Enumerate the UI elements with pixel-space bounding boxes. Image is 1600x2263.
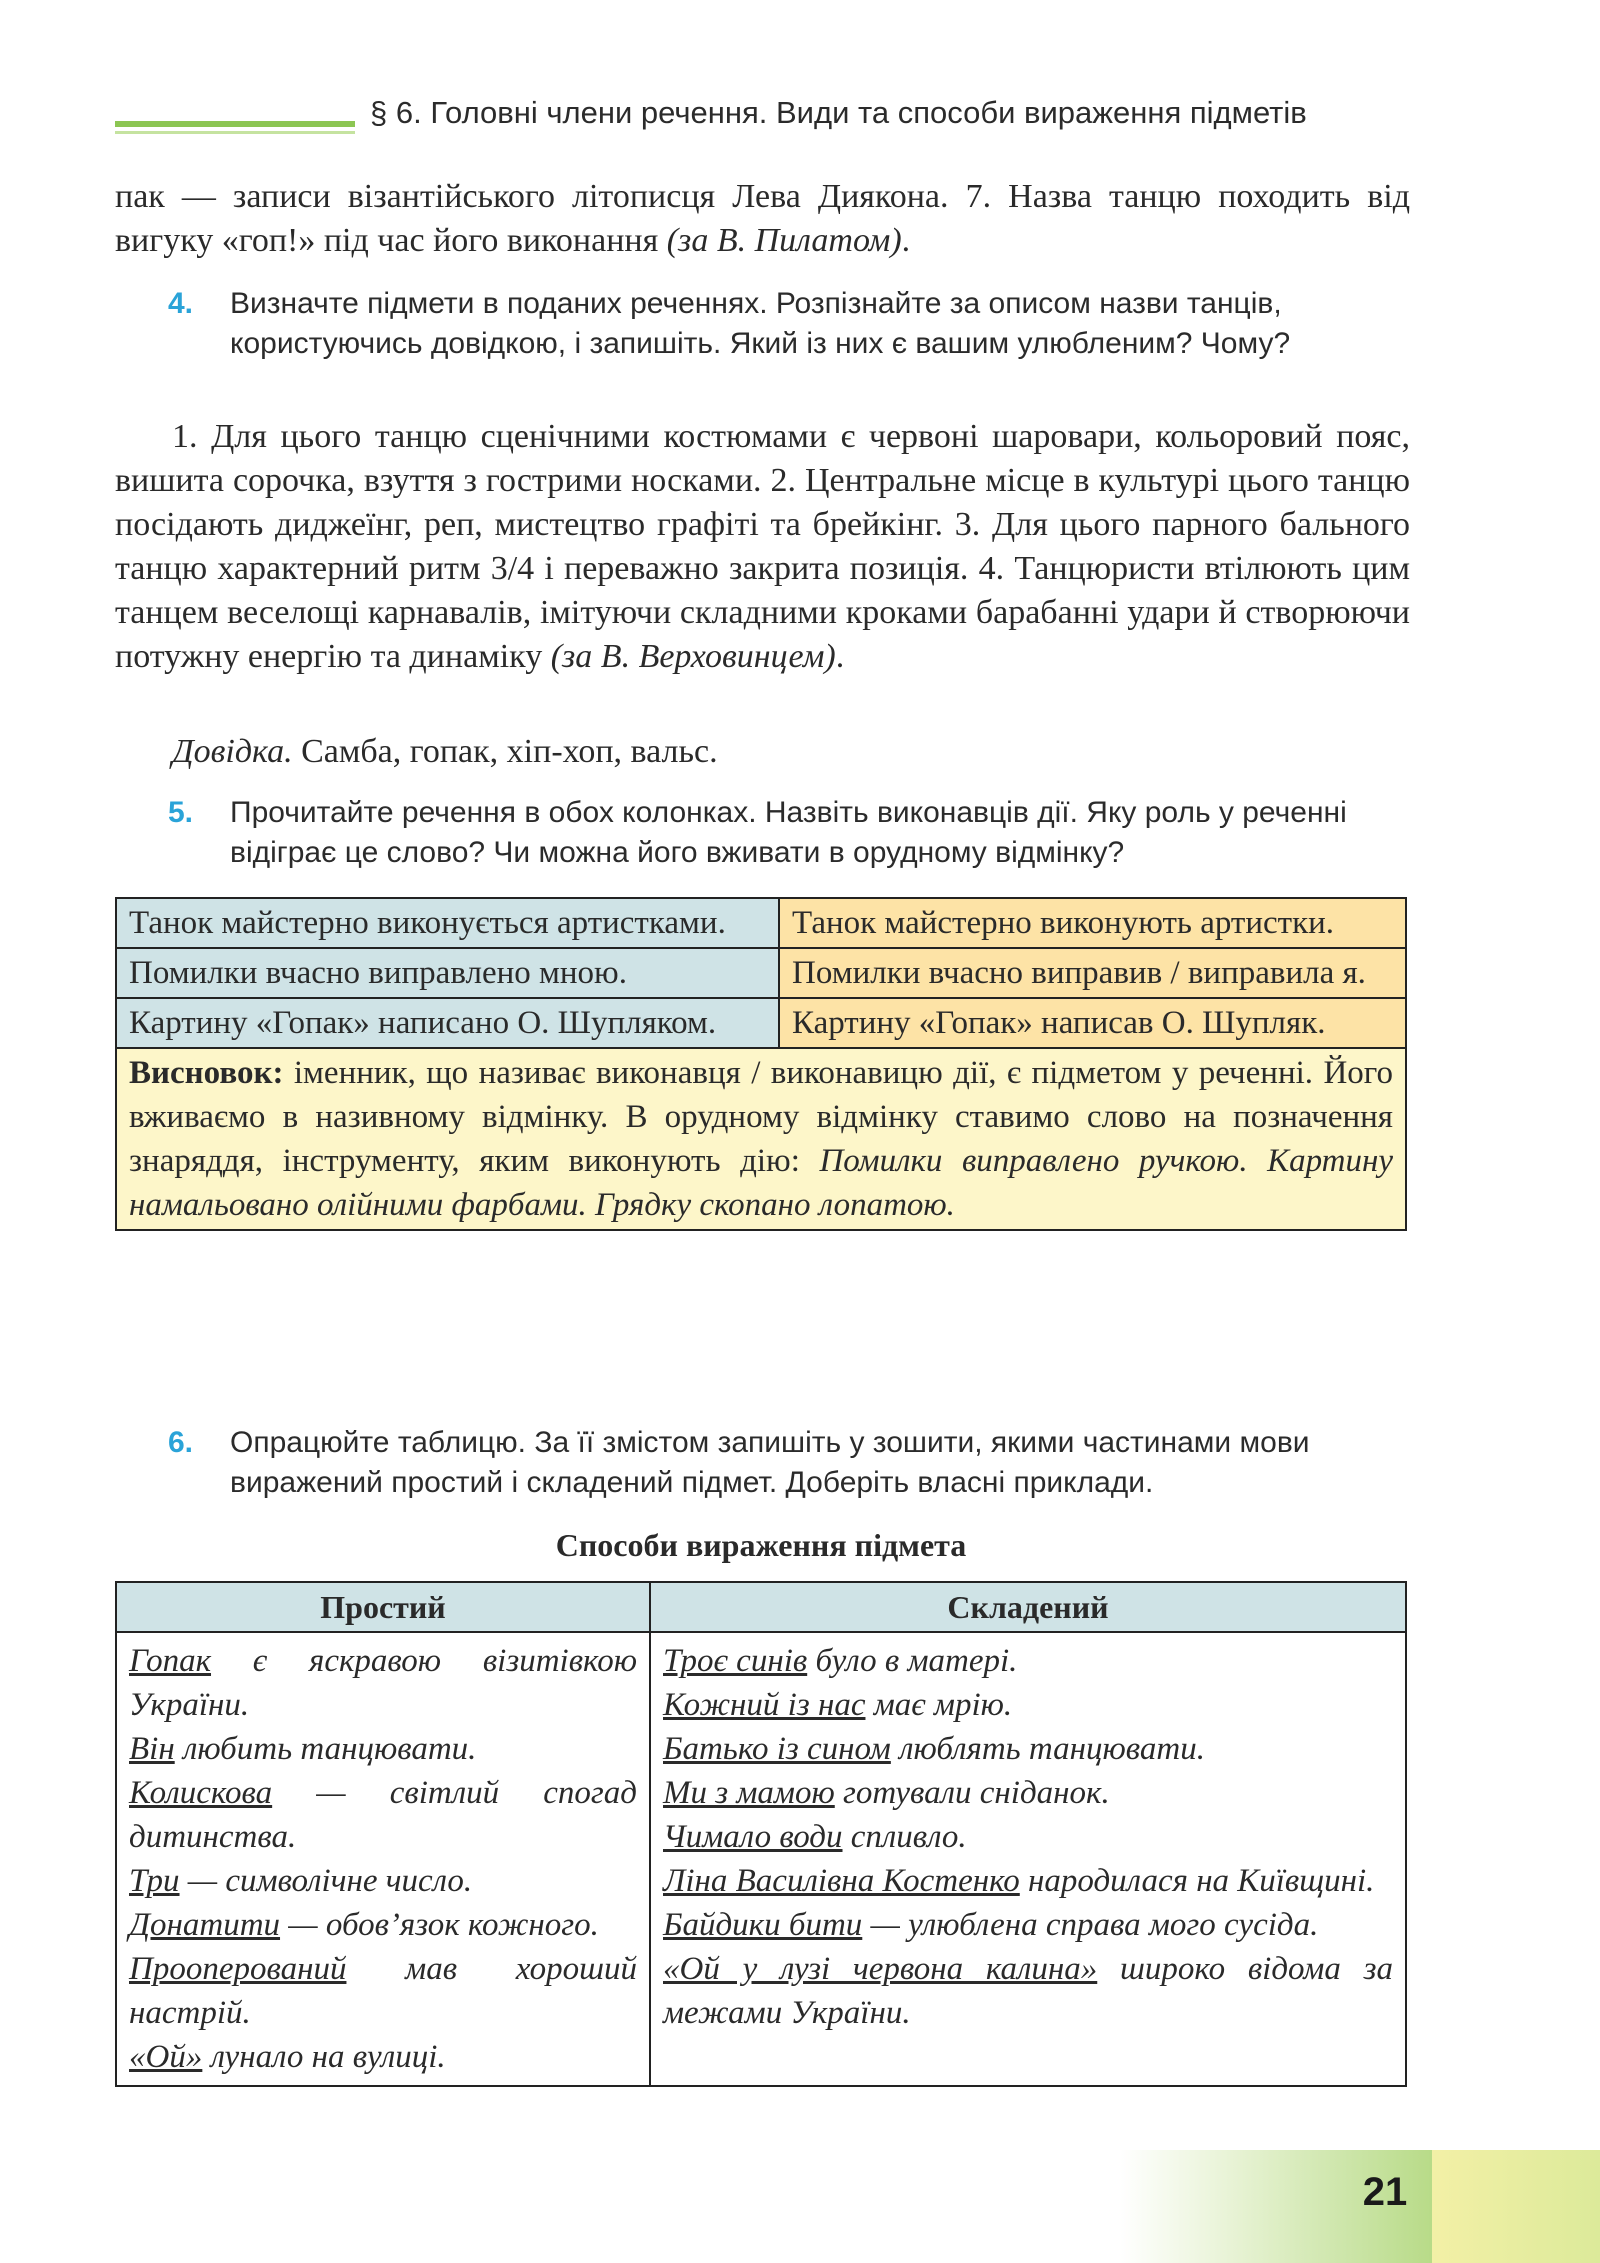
table-header-row — [116, 1582, 1406, 1632]
example-line — [129, 1903, 637, 1947]
passage-text: 1. Для цього танцю сценічними костюмами є червоні шаровари, кольоровий пояс, вишита сорочка, взуття з гострими носками. 2. Центральне місце в культурі цього танцю посідають диджеїнг, реп, мистецтво графіті та брейкінг. 3. Для цього парного бального танцю характерний ритм 3/4 і переважно закрита позиція. 4. Танцюристи втілюють цим танцем веселощі карнавалів, імітуючи складними кроками барабанні удари й створюючи потужну енергію та динаміку — [115, 418, 1410, 675]
subject-text: Троє синів — [663, 1643, 808, 1679]
subject-text: Колискова — [129, 1775, 273, 1811]
example-line — [129, 1727, 637, 1771]
example-rest: — символічне число. — [179, 1863, 473, 1899]
comparison-table — [115, 897, 1407, 1231]
conclusion-label: Висновок: — [129, 1055, 284, 1091]
table-row — [116, 998, 1406, 1048]
example-rest: народилася на Київщині. — [1019, 1863, 1375, 1899]
example-line — [663, 1727, 1393, 1771]
column-header-simple: Простий — [116, 1582, 650, 1632]
task-5-number: 5. — [168, 796, 194, 829]
example-rest: любить танцювати. — [174, 1731, 477, 1767]
example-line — [663, 1815, 1393, 1859]
intro-source: (за В. Пилатом) — [666, 222, 902, 259]
subject-text: Кожний із нас — [663, 1687, 866, 1723]
left-cell: Танок майстерно виконується артистками. — [116, 898, 779, 948]
example-line — [129, 2035, 637, 2079]
example-rest: готували сніданок. — [834, 1775, 1110, 1811]
task-4-passage — [115, 415, 1410, 679]
example-rest: — обов’язок кожного. — [280, 1907, 599, 1943]
example-rest: — улюблена справа мого сусіда. — [862, 1907, 1319, 1943]
conclusion-row — [116, 1048, 1406, 1230]
subject-text: Батько із сином — [663, 1731, 891, 1767]
task-6-text: Опрацюйте таблицю. За її змістом запишіть у зошити, якими частинами мови виражений простий і складений підмет. Доберіть власні приклади. — [230, 1426, 1310, 1499]
example-line — [663, 1771, 1393, 1815]
example-rest: люблять танцювати. — [890, 1731, 1205, 1767]
task-5 — [168, 793, 1410, 873]
example-rest: було в матері. — [807, 1643, 1018, 1679]
example-rest: лунало на вулиці. — [202, 2039, 446, 2075]
example-rest: мав хороший настрій. — [129, 1951, 637, 2031]
section-title: § 6. Головні члени речення. Види та способи вираження підметів — [370, 95, 1307, 130]
task-4-number: 4. — [168, 287, 194, 320]
left-cell: Картину «Гопак» написано О. Шупляком. — [116, 998, 779, 1048]
left-cell: Помилки вчасно виправлено мною. — [116, 948, 779, 998]
task-6-number: 6. — [168, 1426, 194, 1459]
task-4-text: Визначте підмети в поданих реченнях. Розпізнайте за описом назви танців, користуючись довідкою, і запишіть. Який із них є вашим улюбленим? Чому? — [230, 287, 1291, 360]
subject-text: Гопак — [129, 1643, 212, 1679]
conclusion-text: іменник, що називає виконавця / виконавицю дії, є підметом у реченні. Його вживаємо в називному відмінку. В орудному відмінку ставимо слово на позначення знаряддя, інструменту, яким виконують дію: — [129, 1055, 1393, 1179]
example-rest: спливло. — [842, 1819, 967, 1855]
simple-column — [116, 1632, 650, 2086]
example-line — [129, 1639, 637, 1727]
conclusion-cell — [116, 1048, 1406, 1230]
task-6 — [168, 1423, 1410, 1503]
example-rest: є яскравою візитівкою України. — [129, 1643, 637, 1723]
subject-text: Байдики бити — [663, 1907, 863, 1943]
subject-text: Чимало води — [663, 1819, 843, 1855]
subject-text: Прооперований — [129, 1951, 347, 1987]
intro-end: . — [901, 222, 911, 259]
reference-label: Довідка. — [172, 733, 293, 770]
page-number: 21 — [1362, 2170, 1408, 2214]
example-line — [663, 1683, 1393, 1727]
task-5-text: Прочитайте речення в обох колонках. Назвіть виконавців дії. Яку роль у реченні відіграє це слово? Чи можна його вживати в орудному відмінку? — [230, 796, 1347, 869]
subject-text: Ми з мамою — [663, 1775, 835, 1811]
subject-text: «Ой у лузі червона калина» — [663, 1951, 1098, 1987]
intro-text: пак — записи візантійського літописця Лева Диякона. 7. Назва танцю походить від вигуку «гоп!» під час його виконання — [115, 178, 1410, 259]
table-caption: Способи вираження підмета — [555, 1527, 967, 1563]
subject-text: Він — [129, 1731, 175, 1767]
example-line — [663, 1859, 1393, 1903]
table-row — [116, 948, 1406, 998]
example-line — [129, 1859, 637, 1903]
reference-text: Самба, гопак, хіп-хоп, вальс. — [292, 733, 718, 770]
right-cell: Картину «Гопак» написав О. Шупляк. — [779, 998, 1406, 1048]
table-row — [116, 898, 1406, 948]
example-rest: має мрію. — [865, 1687, 1013, 1723]
reference-line — [172, 730, 1410, 774]
example-line — [129, 1947, 637, 2035]
example-rest: широко відома за межами України. — [663, 1951, 1393, 2031]
compound-column — [650, 1632, 1406, 2086]
task-4 — [168, 284, 1410, 364]
subject-text: «Ой» — [129, 2039, 203, 2075]
header-rule-light — [115, 131, 355, 134]
example-line — [663, 1903, 1393, 1947]
subject-text: Донатити — [129, 1907, 281, 1943]
passage-source: (за В. Верховинцем) — [550, 638, 836, 675]
column-header-compound: Складений — [650, 1582, 1406, 1632]
example-line — [663, 1947, 1393, 2035]
subject-text: Три — [129, 1863, 180, 1899]
table-row — [116, 1632, 1406, 2086]
example-line — [663, 1639, 1393, 1683]
example-rest: — світлий спогад дитинства. — [129, 1775, 637, 1855]
conclusion-examples: Помилки виправлено ручкою. Картину намальовано олійними фарбами. Грядку скопано лопатою. — [129, 1143, 1393, 1223]
right-cell: Танок майстерно виконують артистки. — [779, 898, 1406, 948]
footer-accent — [1432, 2150, 1600, 2263]
subject-types-table — [115, 1581, 1407, 2087]
example-line — [129, 1771, 637, 1859]
subject-text: Ліна Василівна Костенко — [663, 1863, 1020, 1899]
header-rule — [115, 121, 355, 127]
intro-paragraph — [115, 175, 1410, 263]
right-cell: Помилки вчасно виправив / виправила я. — [779, 948, 1406, 998]
passage-end: . — [835, 638, 845, 675]
